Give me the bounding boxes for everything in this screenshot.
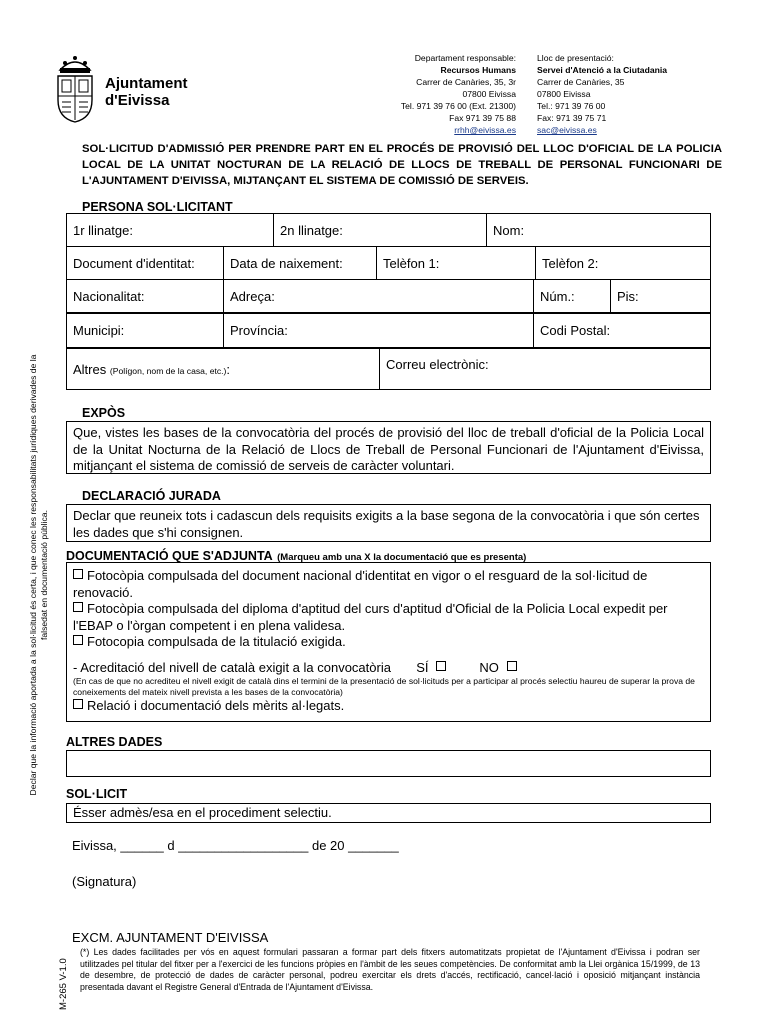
doc-item-titulacio-label: Fotocopia compulsada de la titulació exigida. <box>87 634 346 649</box>
form-code: M-265 V-1.0 <box>58 958 69 1010</box>
side-declaration-line1: Declar que la informació aportada a la sol·licitud és certa, i que conec les responsabilitats jurídiques derivades de la <box>28 354 38 796</box>
naixement-field[interactable]: Data de naixement: <box>224 247 377 280</box>
presentation-fax: Fax: 971 39 75 71 <box>537 113 607 123</box>
doc-item-dni[interactable] <box>73 568 704 601</box>
expos-box: Que, vistes les bases de la convocatòria del procés de provisió del lloc de treball d'oficial de la Policia Local de la Unitat Nocturna de la Relació de Llocs de Treball de Personal Funcionari de l'Ajuntament d'Eivissa, mitjançant el sistema de comissió de serveis de caràcter voluntari. <box>66 421 711 474</box>
checkbox-diploma[interactable] <box>73 602 83 612</box>
codi-postal-field[interactable]: Codi Postal: <box>534 314 711 348</box>
doc-item-diploma[interactable] <box>73 601 704 634</box>
telefon1-field[interactable]: Telèfon 1: <box>377 247 536 280</box>
altres-field[interactable]: Altres (Polígon, nom de la casa, etc.): <box>67 349 380 390</box>
documentacio-heading: DOCUMENTACIÓ QUE S'ADJUNTA <box>66 549 273 563</box>
doc-item-titulacio[interactable] <box>73 634 704 651</box>
presentation-name: Servei d'Atenció a la Ciutadania <box>537 65 668 75</box>
num-field[interactable]: Núm.: <box>534 280 611 313</box>
correu-field[interactable]: Correu electrònic: <box>380 349 711 390</box>
logo-name <box>105 75 188 109</box>
department-fax: Fax 971 39 75 88 <box>449 113 516 123</box>
checkbox-merits[interactable] <box>73 699 83 709</box>
doc-item-merits-label: Relació i documentació dels mèrits al·legats. <box>87 698 345 713</box>
department-postal: 07800 Eivissa <box>462 89 516 99</box>
date-line[interactable]: Eivissa, ______ d __________________ de 20 _______ <box>72 838 399 853</box>
department-email-link[interactable]: rrhh@eivissa.es <box>454 125 516 135</box>
department-info <box>380 52 516 136</box>
persona-row5 <box>66 348 711 390</box>
declaracio-box: Declar que reuneix tots i cadascun dels requisits exigits a la base segona de la convocatòria i que són certes les dades que s'hi consignen. <box>66 504 711 542</box>
presentation-address: Carrer de Canàries, 35 <box>537 77 625 87</box>
department-tel: Tel. 971 39 76 00 (Ext. 21300) <box>400 101 516 111</box>
persona-row2 <box>66 246 711 280</box>
presentation-postal: 07800 Eivissa <box>537 89 591 99</box>
municipi-field[interactable]: Municipi: <box>67 314 224 348</box>
llinatge2-field[interactable]: 2n llinatge: <box>274 214 487 247</box>
pis-field[interactable]: Pis: <box>611 280 711 313</box>
telefon2-field[interactable]: Telèfon 2: <box>536 247 711 280</box>
presentation-email-link[interactable]: sac@eivissa.es <box>537 125 597 135</box>
presentation-tel: Tel.: 971 39 76 00 <box>537 101 606 111</box>
documentacio-box <box>66 562 711 722</box>
form-title: SOL·LICITUD D'ADMISSIÓ PER PRENDRE PART EN EL PROCÉS DE PROVISIÓ DEL LLOC D'OFICIAL DE LA POLICIA LOCAL DE LA UNITAT NOCTURAN DE LA RELACIÓ DE LLOCS DE TREBALL DE PERSONAL FUNCIONARI DE L'AJUNTAMENT D'EIVISSA, MIJTANÇANT EL SISTEMA DE COMISSIÓ DE SERVEIS. <box>82 143 722 187</box>
checkbox-si[interactable] <box>436 661 446 671</box>
checkbox-dni[interactable] <box>73 569 83 579</box>
expos-heading: EXPÒS <box>82 406 126 420</box>
nacionalitat-field[interactable]: Nacionalitat: <box>67 280 224 313</box>
provincia-field[interactable]: Província: <box>224 314 534 348</box>
department-address: Carrer de Canàries, 35, 3r <box>416 77 516 87</box>
logo-line2: d'Eivissa <box>105 92 170 109</box>
doc-item-dni-label: Fotocòpia compulsada del document nacional d'identitat en vigor o el resguard de la sol·licitud de renovació. <box>73 568 648 600</box>
altres-hint: (Polígon, nom de la casa, etc.) <box>109 365 227 376</box>
altres-dades-heading: ALTRES DADES <box>66 735 163 749</box>
persona-row4 <box>66 313 711 348</box>
checkbox-no[interactable] <box>507 661 517 671</box>
adreca-field[interactable]: Adreça: <box>224 280 534 313</box>
altres-label: Altres <box>73 361 107 377</box>
department-name: Recursos Humans <box>440 65 516 75</box>
presentation-label: Lloc de presentació: <box>537 53 614 63</box>
catala-note: (En cas de que no acrediteu el nivell exigit de català dins el termini de la presentació de sol·licituds per a participar al procés selectiu haureu de superar la prova de coneixements del mateix nivell prevista a les bases de la convocatòria) <box>73 676 695 697</box>
catala-label: - Acreditació del nivell de català exigit a la convocatòria <box>73 659 391 675</box>
sollicit-box: Ésser admès/esa en el procediment selectiu. <box>66 803 711 823</box>
footnote: (*) Les dades facilitades per vós en aquest formulari passaran a formar part dels fitxers automatitzats propietat de l'Ajuntament d'Eivissa i podran ser utilitzades pel titular del fitxer per a l'exercici de les funcions pròpies en l'àmbit de les seues competències. De conformitat amb la Llei orgànica 15/1999, de 13 de desembre, de protecció de dades de caràcter personal, podreu exercitar els drets d'accés, rectificació, cancel·lació i oposició mitjançant instància presentada davant el Registre General d'Entrada de l'Ajuntament d'Eivissa. <box>80 947 700 992</box>
si-label: SÍ <box>416 659 429 675</box>
presentation-info <box>537 52 737 136</box>
logo-line1: Ajuntament <box>105 75 188 92</box>
no-label: NO <box>479 659 499 675</box>
checkbox-titulacio[interactable] <box>73 635 83 645</box>
department-label: Departament responsable: <box>414 53 516 63</box>
persona-row1 <box>66 213 711 247</box>
doc-item-catala <box>73 660 704 677</box>
llinatge1-field[interactable]: 1r llinatge: <box>67 214 274 247</box>
side-declaration-line2: falsedat en documentació pública. <box>39 510 49 640</box>
altres-dades-field[interactable] <box>66 750 711 777</box>
documentacio-hint: (Marqueu amb una X la documentació que es presenta) <box>277 552 527 563</box>
persona-heading: PERSONA SOL·LICITANT <box>82 200 233 214</box>
nom-field[interactable]: Nom: <box>487 214 711 247</box>
persona-row3 <box>66 279 711 313</box>
signature-label: (Signatura) <box>72 874 137 889</box>
declaracio-heading: DECLARACIÓ JURADA <box>82 489 221 503</box>
addressee: EXCM. AJUNTAMENT D'EIVISSA <box>72 930 269 945</box>
document-field[interactable]: Document d'identitat: <box>67 247 224 280</box>
sollicit-heading: SOL·LICIT <box>66 787 128 801</box>
doc-item-merits[interactable] <box>73 698 704 715</box>
doc-item-diploma-label: Fotocòpia compulsada del diploma d'aptitud del curs d'aptitud d'Oficial de la Policia Local expedit per l'EBAP o l'òrgan competent i en plena validesa. <box>73 601 668 633</box>
coat-of-arms-icon <box>52 52 98 124</box>
side-declaration <box>28 320 50 830</box>
